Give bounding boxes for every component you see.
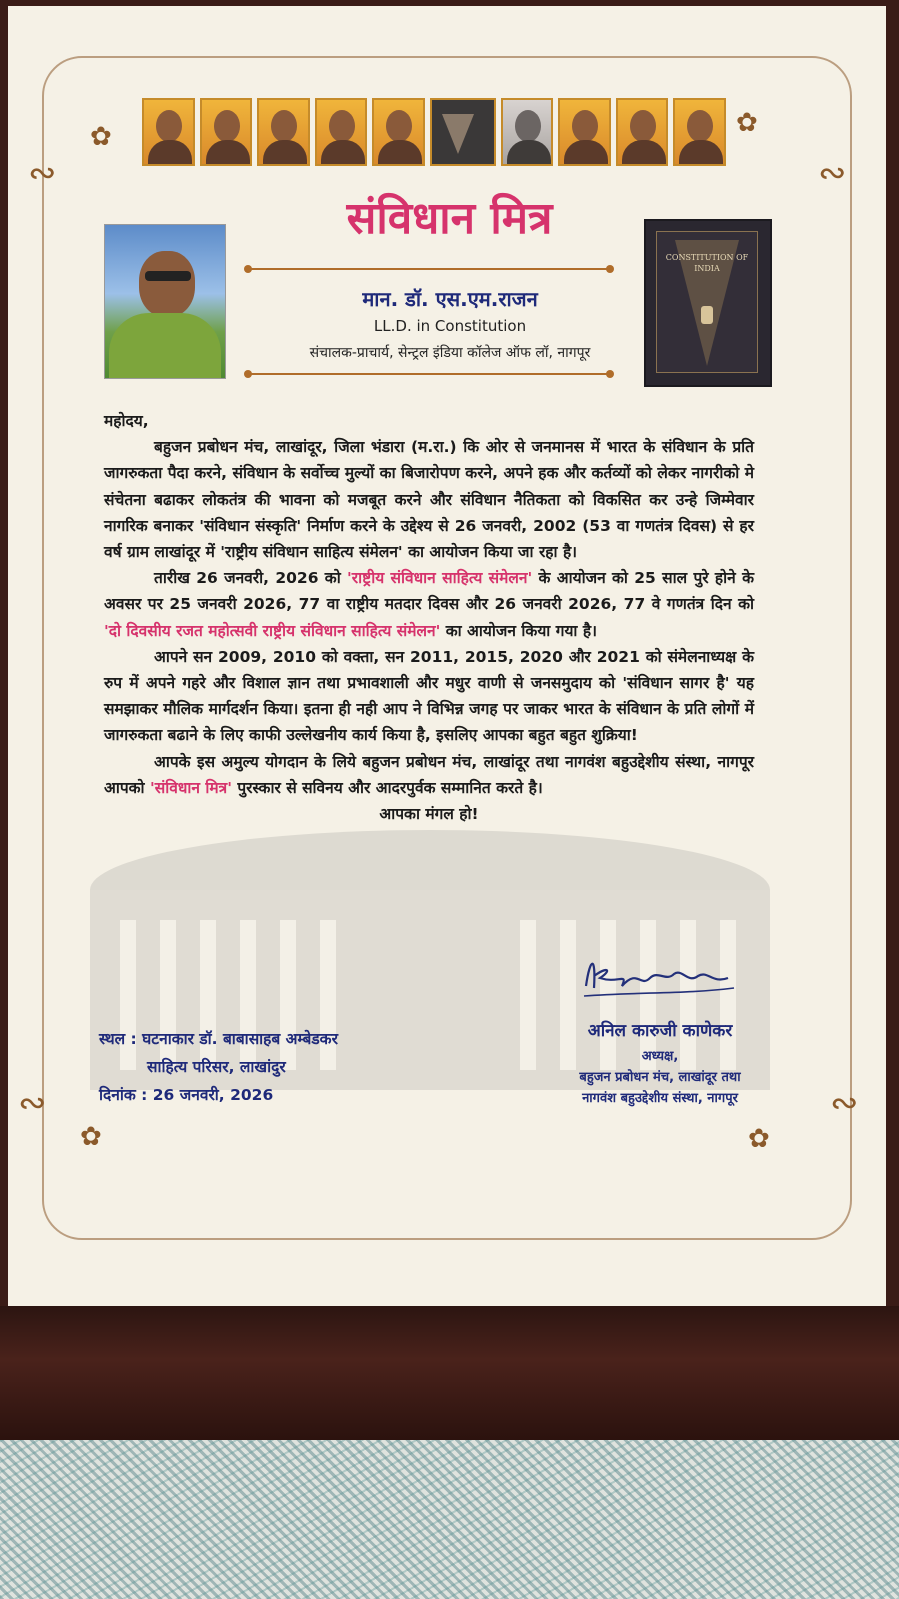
honoree-degree: LL.D. in Constitution	[373, 317, 527, 335]
certificate-body	[104, 408, 754, 827]
place-line: साहित्य परिसर, लाखांदुर	[147, 1058, 286, 1076]
scroll-ornament-icon: ∾	[830, 1083, 859, 1123]
rule-dot	[244, 370, 252, 378]
scroll-ornament-icon: ∾	[18, 1083, 47, 1123]
rule-dot	[244, 265, 252, 273]
flower-ornament-icon: ✿	[736, 108, 758, 138]
portrait-image	[257, 98, 310, 166]
portrait-image	[673, 98, 726, 166]
decorative-rule	[250, 373, 610, 375]
salutation: महोदय,	[104, 412, 149, 430]
honoree-name: मान. डॉ. एस.एम.राजन	[362, 287, 538, 311]
paragraph-4: आपके इस अमुल्य योगदान के लिये बहुजन प्रबोधन मंच, लाखांदूर तथा नागवंश बहुउद्देशीय संस्था, नागपूर आपको 'संविधान मित्र' पुरस्कार से सविनय और आदरपुर्वक सम्मानित करते है।	[104, 752, 754, 797]
honoree-photo	[104, 224, 226, 379]
portrait-image	[315, 98, 368, 166]
signature	[578, 948, 738, 1008]
leaders-portrait-strip	[142, 98, 726, 166]
flower-ornament-icon: ✿	[80, 1122, 102, 1152]
flower-ornament-icon: ✿	[748, 1124, 770, 1154]
paragraph-1: बहुजन प्रबोधन मंच, लाखांदूर, जिला भंडारा (म.रा.) कि ओर से जनमानस में भारत के संविधान के प्रति जागरुकता पैदा करने, संविधान के सर्वोच्च मुल्यों का बिजारोपण करने, अपने हक और कर्तव्यों को लेकर नागरीको मे संचेतना बढाकर लोकतंत्र की भावना को मजबूत करने और संविधान नैतिकता को विकसित कर उन्हे जिम्मेवार नागरिक बनाकर 'संविधान संस्कृति' निर्माण करने के उद्देश्य से 26 जनवरी, 2002 (53 वा गणतंत्र दिवस) से हर वर्ष ग्राम लाखांदूर में 'राष्ट्रीय संविधान साहित्य संमेलन' का आयोजन किया जा रहा है।	[104, 438, 754, 562]
portrait-image	[142, 98, 195, 166]
rule-dot	[606, 265, 614, 273]
certificate-title: संविधान मित्र	[346, 193, 553, 244]
tablecloth-background	[0, 1440, 899, 1599]
constitution-book-cover: CONSTITUTION OF INDIA	[644, 219, 772, 387]
paragraph-3: आपने सन 2009, 2010 को वक्ता, सन 2011, 2015, 2020 और 2021 को संमेलनाध्यक्ष के रुप में अपने गहरे और विशाल ज्ञान तथा प्रभावशाली और मधुर वाणी से जनसमुदाय को 'संविधान सागर है' यह समझाकर मौलिक मार्गदर्शन किया। इतना ही नही आप ने विभिन्न जगह पर जाकर भारत के संविधान के प्रति लोगों में जागरुकता बढाने के लिए काफी उल्लेखनीय कार्य किया है, इसलिए आपका बहुत बहुत शुक्रिया!	[104, 647, 754, 745]
frame-bottom-edge	[0, 1306, 899, 1440]
date-line: दिनांक : 26 जनवरी, 2026	[99, 1086, 274, 1104]
portrait-image	[200, 98, 253, 166]
portrait-image	[558, 98, 611, 166]
signatory-name: अनिल कारुजी काणेकर	[587, 1021, 733, 1041]
portrait-image	[501, 98, 554, 166]
flower-ornament-icon: ✿	[90, 122, 112, 152]
constitution-book-image	[430, 98, 496, 166]
portrait-image	[616, 98, 669, 166]
paragraph-2: तारीख 26 जनवरी, 2026 को 'राष्ट्रीय संविधान साहित्य संमेलन' के आयोजन को 25 साल पुरे होने के अवसर पर 25 जनवरी 2026, 77 वा राष्ट्रीय मतदार दिवस और 26 जनवरी 2026, 77 वे गणतंत्र दिन को 'दो दिवसीय रजत महोत्सवी राष्ट्रीय संविधान साहित्य संमेलन' का आयोजन किया गया है।	[104, 569, 754, 640]
signatory-role: अध्यक्ष, बहुजन प्रबोधन मंच, लाखांदूर तथा नागवंश बहुउद्देशीय संस्था, नागपूर	[579, 1049, 741, 1106]
portrait-image	[372, 98, 425, 166]
closing-line: आपका मंगल हो!	[379, 805, 479, 824]
honoree-designation: संचालक-प्राचार्य, सेन्ट्रल इंडिया कॉलेज ऑफ लॉ, नागपूर	[309, 345, 591, 361]
place-and-date	[99, 1025, 338, 1109]
place-line: स्थल : घटनाकार डॉ. बाबासाहब अम्बेडकर	[99, 1030, 338, 1048]
decorative-rule	[250, 268, 610, 270]
rule-dot	[606, 370, 614, 378]
scroll-ornament-icon: ∾	[28, 153, 57, 193]
scroll-ornament-icon: ∾	[818, 153, 847, 193]
